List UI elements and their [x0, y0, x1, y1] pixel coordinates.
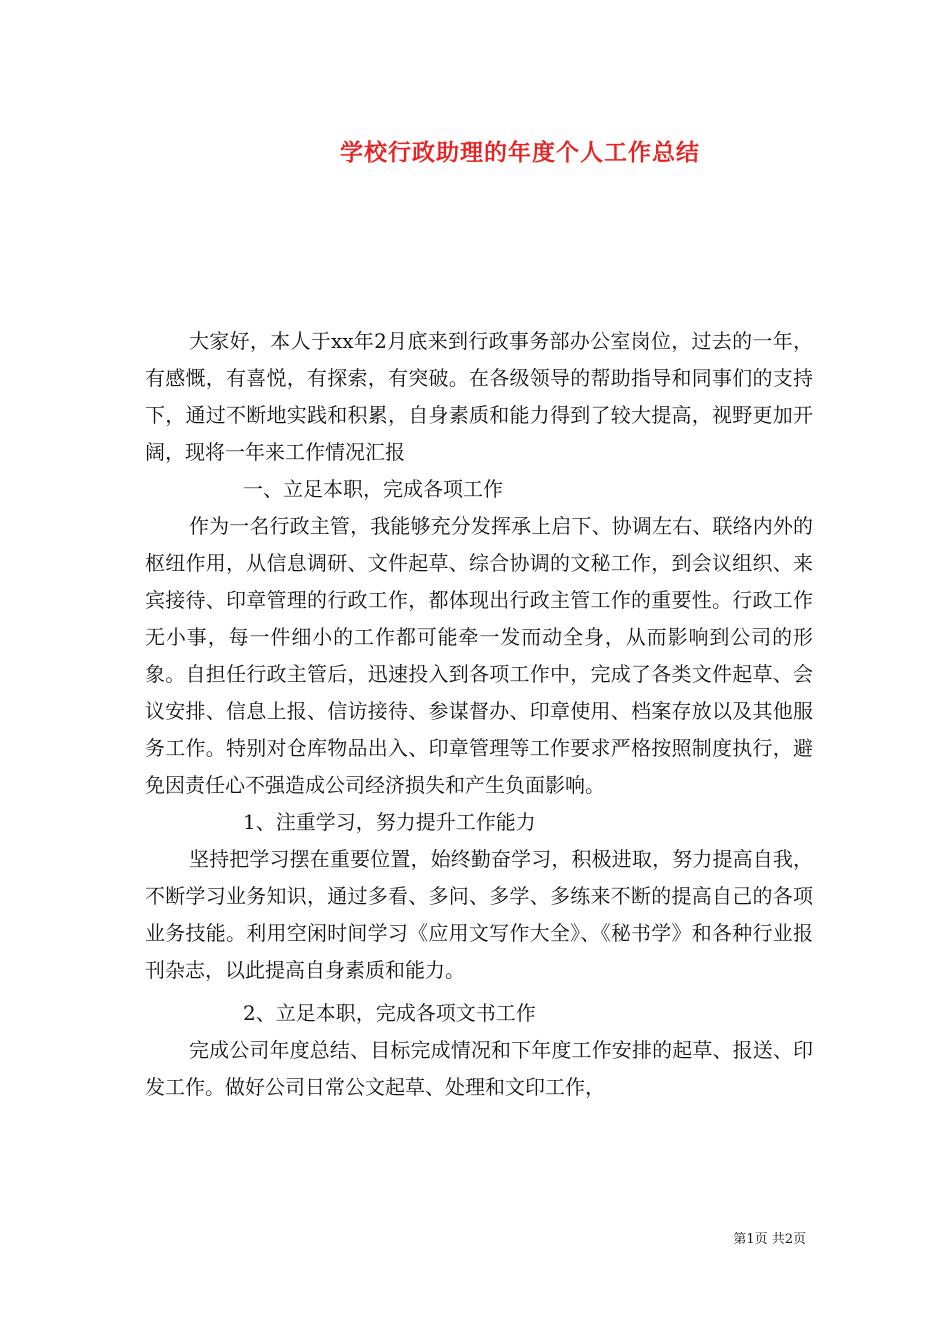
intro-paragraph: 大家好，本人于xx年2月底来到行政事务部办公室岗位，过去的一年，有感慨，有喜悦，有探索，有突破。在各级领导的帮助指导和同事们的支持下，通过不断地实践和积累，自身素质和能力得到了较大提高，视野更加开阔，现将一年来工作情况汇报	[145, 329, 813, 464]
subsection-heading-1: 1、注重学习，努力提升工作能力	[243, 810, 536, 834]
subsection-heading-2: 2、立足本职，完成各项文书工作	[243, 1001, 536, 1025]
section-heading-1: 一、立足本职，完成各项工作	[243, 477, 503, 501]
document-body	[145, 323, 813, 1106]
document-title: 学校行政助理的年度个人工作总结	[340, 139, 700, 166]
subsection-paragraph-1: 坚持把学习摆在重要位置，始终勤奋学习，积极进取，努力提高自我，不断学习业务知识，通过多看、多问、多学、多练来不断的提高自己的各项业务技能。利用空闲时间学习《应用文写作大全》、《秘书学》和各种行业报刊杂志，以此提高自身素质和能力。	[145, 847, 813, 982]
page-number-footer: 第1页 共2页	[733, 1232, 806, 1247]
section-paragraph-1: 作为一名行政主管，我能够充分发挥承上启下、协调左右、联络内外的枢纽作用，从信息调研、文件起草、综合协调的文秘工作，到会议组织、来宾接待、印章管理的行政工作，都体现出行政主管工作的重要性。行政工作无小事，每一件细小的工作都可能牵一发而动全身，从而影响到公司的形象。自担任行政主管后，迅速投入到各项工作中，完成了各类文件起草、会议安排、信息上报、信访接待、参谋督办、印章使用、档案存放以及其他服务工作。特别对仓库物品出入、印章管理等工作要求严格按照制度执行，避免因责任心不强造成公司经济损失和产生负面影响。	[145, 514, 813, 797]
subsection-paragraph-2: 完成公司年度总结、目标完成情况和下年度工作安排的起草、报送、印发工作。做好公司日常公文起草、处理和文印工作，	[145, 1038, 813, 1099]
